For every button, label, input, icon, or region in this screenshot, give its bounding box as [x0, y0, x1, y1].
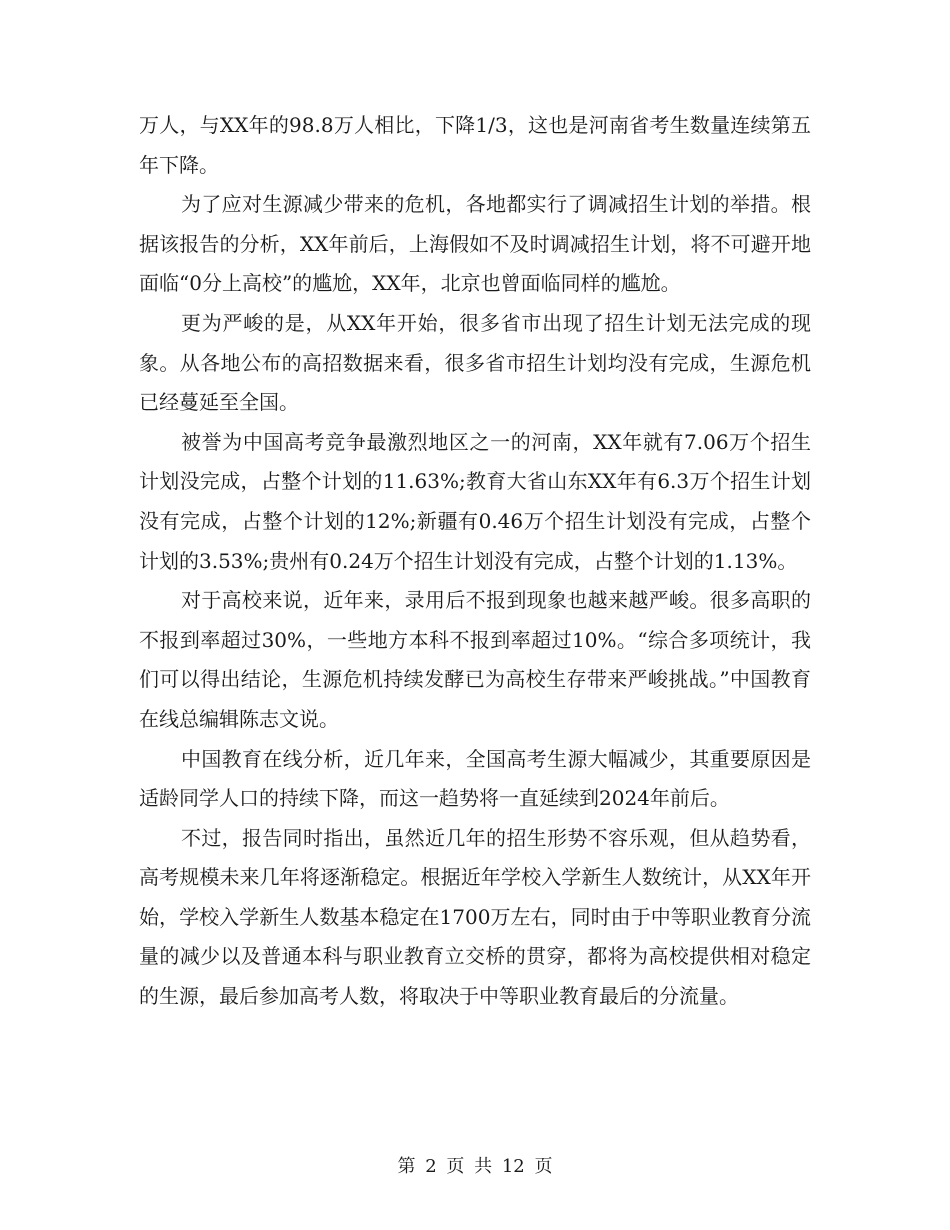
- document-body: [139, 106, 811, 1017]
- paragraph: 对于高校来说，近年来，录用后不报到现象也越来越严峻。很多高职的不报到率超过30%，一些地方本科不报到率超过10%。“综合多项统计，我们可以得出结论，生源危机持续发酵已为高校生存带来严峻挑战。”中国教育在线总编辑陈志文说。: [139, 588, 811, 731]
- paragraph: 中国教育在线分析，近几年来，全国高考生源大幅减少，其重要原因是适龄同学人口的持续下降，而这一趋势将一直延续到2024年前后。: [139, 746, 811, 811]
- paragraph-continuation: 万人，与XX年的98.8万人相比，下降1/3，这也是河南省考生数量连续第五年下降。: [139, 113, 811, 177]
- paragraph: 被誉为中国高考竞争最激烈地区之一的河南，XX年就有7.06万个招生计划没完成，占整个计划的11.63%;教育大省山东XX年有6.3万个招生计划没有完成，占整个计划的12%;新疆有0.46万个招生计划没有完成，占整个计划的3.53%;贵州有0.24万个招生计划没有完成，占整个计划的1.13%。: [139, 429, 811, 573]
- paragraph: 不过，报告同时指出，虽然近几年的招生形势不容乐观，但从趋势看，高考规模未来几年将逐渐稳定。根据近年学校入学新生人数统计，从XX年开始，学校入学新生人数基本稳定在1700万左右，同时由于中等职业教育分流量的减少以及普通本科与职业教育立交桥的贯穿，都将为高校提供相对稳定的生源，最后参加高考人数，将取决于中等职业教育最后的分流量。: [139, 825, 811, 1009]
- paragraph: 更为严峻的是，从XX年开始，很多省市出现了招生计划无法完成的现象。从各地公布的高招数据来看，很多省市招生计划均没有完成，生源危机已经蔓延至全国。: [139, 310, 811, 415]
- paragraph: 为了应对生源减少带来的危机，各地都实行了调减招生计划的举措。根据该报告的分析，XX年前后，上海假如不及时调减招生计划，将不可避开地面临“0分上高校”的尴尬，XX年，北京也曾面临同样的尴尬。: [139, 192, 811, 296]
- page-number-footer: 第 2 页 共 12 页: [397, 1156, 553, 1177]
